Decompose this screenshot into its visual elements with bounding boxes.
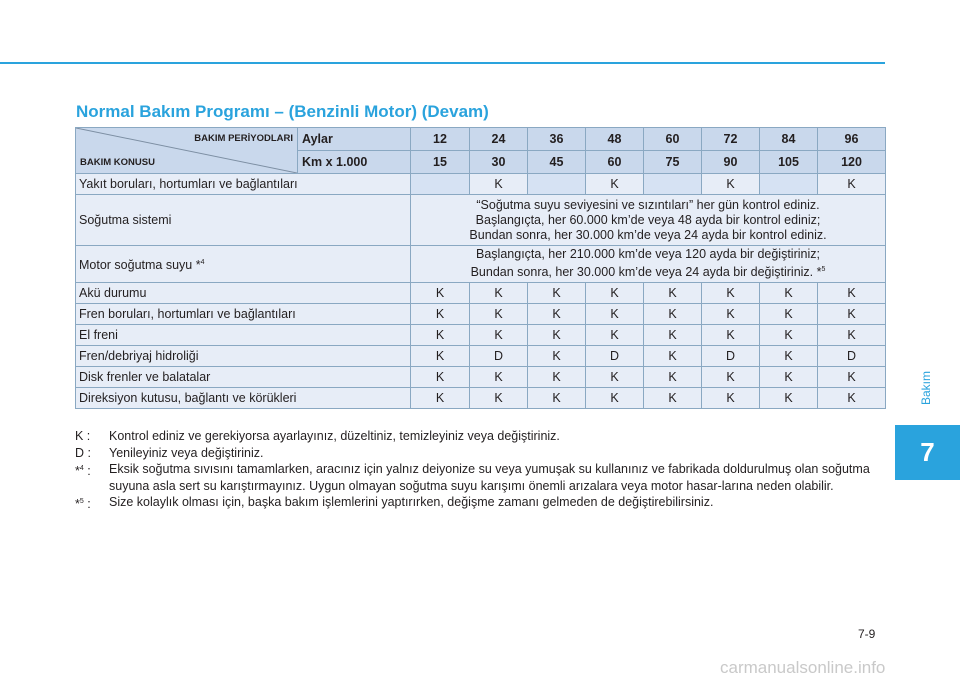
km-cell: 105 [760, 151, 818, 174]
schedule-cell: K [702, 367, 760, 388]
schedule-cell: K [644, 367, 702, 388]
legend-key: D : [75, 445, 91, 460]
footnote-4 [75, 461, 890, 494]
table-row [76, 283, 886, 304]
row-label: El freni [76, 325, 411, 346]
table-row [76, 195, 886, 246]
schedule-cell: K [586, 304, 644, 325]
footnote-5 [75, 494, 890, 513]
schedule-cell: K [702, 283, 760, 304]
schedule-cell: D [702, 346, 760, 367]
schedule-cell: D [470, 346, 528, 367]
month-cell: 72 [702, 128, 760, 151]
footnote-colon: : [83, 497, 91, 512]
schedule-note-cell [411, 246, 886, 283]
schedule-cell: D [818, 346, 886, 367]
schedule-cell: K [586, 174, 644, 195]
schedule-cell: K [528, 367, 586, 388]
schedule-cell: K [818, 325, 886, 346]
schedule-cell: K [702, 304, 760, 325]
km-cell: 90 [702, 151, 760, 174]
km-cell: 30 [470, 151, 528, 174]
table-row [76, 367, 886, 388]
schedule-cell: K [818, 174, 886, 195]
schedule-cell: K [644, 346, 702, 367]
footnote-number: 4 [79, 465, 84, 472]
km-cell: 15 [411, 151, 470, 174]
schedule-cell: K [644, 304, 702, 325]
watermark: carmanualsonline.info [720, 658, 886, 677]
schedule-cell: K [818, 388, 886, 409]
note-line: Başlangıçta, her 210.000 km’de veya 120 ayda bir değiştiriniz; [476, 247, 820, 262]
footnote-text: Eksik soğutma sıvısını tamamlarken, aracınız için yalnız deiyonize su veya yumuşak su kullanınız ve fabrikada doldurulmuş olan soğutma suyuna asla sert su karıştırmayınız. Uygun olmayan soğutma suyu karışımı önemli arızalara veya motor hasar-larına neden olabilir. [109, 462, 870, 493]
table-row [76, 346, 886, 367]
schedule-cell: K [644, 325, 702, 346]
note-line: Başlangıçta, her 60.000 km’de veya 48 ayda bir kontrol ediniz; [475, 212, 821, 227]
legend-text: Kontrol ediniz ve gerekiyorsa ayarlayınız, düzeltiniz, temizleyiniz veya değiştiriniz. [109, 429, 560, 443]
schedule-cell: K [411, 283, 470, 304]
schedule-cell: K [586, 367, 644, 388]
footnote-star: * [75, 464, 80, 479]
month-cell: 48 [586, 128, 644, 151]
row-label: Soğutma sistemi [76, 195, 411, 246]
row-label: Disk frenler ve balatalar [76, 367, 411, 388]
footnote-key [75, 461, 109, 494]
schedule-cell: D [586, 346, 644, 367]
table-row [76, 304, 886, 325]
chapter-number-tab: 7 [895, 425, 960, 480]
schedule-cell [760, 174, 818, 195]
schedule-cell: K [586, 325, 644, 346]
schedule-cell: K [644, 388, 702, 409]
maintenance-periods-label: BAKIM PERİYODLARI [194, 133, 293, 144]
months-label: Aylar [298, 128, 411, 151]
km-cell: 45 [528, 151, 586, 174]
schedule-cell: K [411, 304, 470, 325]
schedule-cell: K [702, 174, 760, 195]
schedule-cell: K [760, 304, 818, 325]
footnote-star: * [75, 497, 80, 512]
schedule-cell: K [528, 325, 586, 346]
schedule-cell: K [470, 304, 528, 325]
schedule-cell: K [818, 367, 886, 388]
schedule-cell: K [760, 367, 818, 388]
schedule-cell: K [818, 283, 886, 304]
footnote-ref: 4 [200, 258, 205, 266]
schedule-cell: K [528, 283, 586, 304]
top-rule [0, 62, 885, 64]
schedule-cell: K [411, 388, 470, 409]
schedule-cell: K [760, 346, 818, 367]
schedule-cell: K [702, 325, 760, 346]
maintenance-item-label: BAKIM KONUSU [80, 157, 155, 168]
month-cell: 36 [528, 128, 586, 151]
schedule-cell: K [586, 283, 644, 304]
month-cell: 84 [760, 128, 818, 151]
km-cell: 120 [818, 151, 886, 174]
note-line: “Soğutma suyu seviyesini ve sızıntıları” her gün kontrol ediniz. [476, 197, 820, 212]
legend-item-k [75, 428, 890, 445]
row-label: Akü durumu [76, 283, 411, 304]
schedule-cell: K [702, 388, 760, 409]
row-label-text: Motor soğutma suyu * [79, 258, 201, 273]
month-cell: 60 [644, 128, 702, 151]
schedule-cell: K [528, 388, 586, 409]
legend-item-d [75, 445, 890, 462]
legend [75, 428, 890, 513]
schedule-cell: K [470, 325, 528, 346]
schedule-cell: K [470, 174, 528, 195]
table-row [76, 325, 886, 346]
row-label [76, 246, 411, 283]
footnote-number: 5 [79, 498, 84, 505]
page-title: Normal Bakım Programı – (Benzinli Motor) (Devam) [76, 102, 489, 121]
table-row [76, 246, 886, 283]
row-label: Fren/debriyaj hidroliği [76, 346, 411, 367]
page-number: 7-9 [858, 627, 876, 641]
month-cell: 24 [470, 128, 528, 151]
header-row-months [76, 128, 886, 151]
schedule-cell: K [760, 325, 818, 346]
section-side-label: Bakım [919, 370, 933, 405]
schedule-cell: K [411, 346, 470, 367]
month-cell: 96 [818, 128, 886, 151]
schedule-cell: K [411, 367, 470, 388]
row-label: Direksiyon kutusu, bağlantı ve körükleri [76, 388, 411, 409]
km-cell: 60 [586, 151, 644, 174]
row-label: Fren boruları, hortumları ve bağlantıları [76, 304, 411, 325]
table-row [76, 174, 886, 195]
schedule-cell: K [760, 388, 818, 409]
footnote-colon: : [83, 464, 91, 479]
schedule-cell: K [760, 283, 818, 304]
km-label: Km x 1.000 [298, 151, 411, 174]
note-line: Bundan sonra, her 30.000 km’de veya 24 ayda bir kontrol ediniz. [469, 227, 827, 242]
legend-text: Yenileyiniz veya değiştiriniz. [109, 445, 264, 460]
km-cell: 75 [644, 151, 702, 174]
row-label: Yakıt boruları, hortumları ve bağlantıları [76, 174, 411, 195]
footnote-ref: 5 [821, 266, 826, 274]
table-corner-cell [76, 128, 298, 174]
schedule-cell: K [470, 388, 528, 409]
note-line [414, 262, 882, 280]
schedule-cell: K [470, 283, 528, 304]
month-cell: 12 [411, 128, 470, 151]
schedule-cell: K [411, 325, 470, 346]
maintenance-schedule-table [75, 127, 886, 409]
schedule-cell: K [818, 304, 886, 325]
schedule-cell: K [586, 388, 644, 409]
table-row [76, 388, 886, 409]
schedule-cell [411, 174, 470, 195]
footnote-key [75, 494, 109, 513]
schedule-cell: K [528, 346, 586, 367]
footnote-text: Size kolaylık olması için, başka bakım işlemlerini yaptırırken, değişme zamanı gelmeden de değiştirebilirsiniz. [109, 495, 714, 509]
legend-key: K : [75, 429, 91, 443]
schedule-note-cell [411, 195, 886, 246]
schedule-cell: K [644, 283, 702, 304]
schedule-cell: K [470, 367, 528, 388]
schedule-cell: K [528, 304, 586, 325]
schedule-cell [528, 174, 586, 195]
schedule-cell [644, 174, 702, 195]
note-line-text: Bundan sonra, her 30.000 km’de veya 24 ayda bir değiştiriniz. * [470, 265, 822, 280]
